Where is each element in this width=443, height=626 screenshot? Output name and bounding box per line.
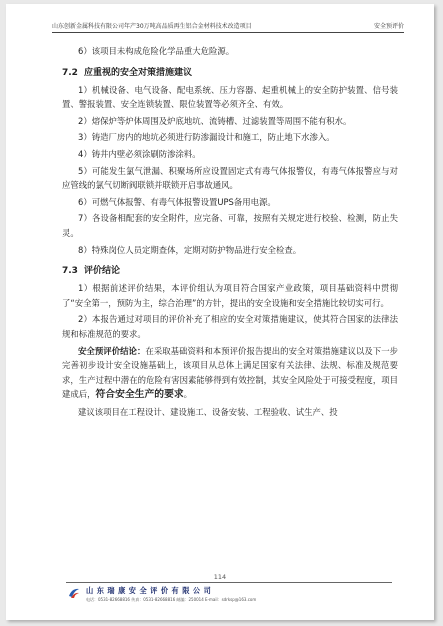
list-item: 2）熔保炉等炉体周围及炉底地坑、流铸槽、过滤装置等周围不能有积水。 — [78, 115, 352, 126]
header-report-type: 安全预评价 — [373, 23, 404, 30]
company-logo-icon — [68, 587, 80, 599]
section-heading-7-2 — [62, 66, 398, 80]
list-item: 6）可燃气体报警、有毒气体报警设置UPS备用电源。 — [78, 196, 276, 207]
conclusion-paragraph-3 — [62, 344, 398, 403]
conclusion-emphasis: 符合安全生产的要求 — [95, 389, 184, 401]
section-number: 7.2 — [62, 67, 78, 78]
paragraph-item-6: 6）该项目未构成危险化学品重大危险源。 — [78, 46, 235, 56]
footer-contact-info: 电话：0531-82668816 传真：0531-82668816 邮编：250014 E-mail：sdrksp@163.com — [86, 597, 257, 602]
conclusion-body: 在采取基础资料和本预评价报告提出的安全对策措施建议以及下一步完善初步设计安全设施基础上，该项目从总体上满足国家有关法律、法规、标准及规范要求，生产过程中潜在的危险有害因素能够得到有效控制，其安全风险处于可接受程度，项目建成后， — [62, 345, 399, 400]
section-heading-7-3 — [62, 264, 398, 278]
conclusion-paragraph-1: 1）根据前述评价结果，本评价组认为项目符合国家产业政策，项目基础资料中贯彻了“安全第一，预防为主，综合治理”的方针，提出的安全设施和安全措施比较切实可行。 — [62, 283, 398, 308]
page-number: 114 — [213, 573, 227, 581]
section-title: 评价结论 — [83, 266, 120, 277]
list-item: 4）铸井内壁必须涂刷防渗涂料。 — [78, 148, 201, 159]
footer-divider — [66, 582, 392, 583]
section-number: 7.3 — [62, 266, 78, 277]
conclusion-paragraph-4: 建议该项目在工程设计、建设施工、设备安装、工程验收、试生产、投 — [78, 406, 338, 417]
document-page — [6, 4, 434, 620]
section-title: 应重视的安全对策措施建议 — [83, 67, 192, 78]
list-item: 5）可能发生氯气泄漏、积聚场所应设置固定式有毒气体报警仪，有毒气体报警应与对应管线的氯气切断阀联锁并联锁开启事故通风。 — [62, 165, 398, 191]
list-item: 3）铸造厂房内的地坑必须进行防渗漏设计和施工，防止地下水渗入。 — [78, 132, 335, 143]
list-item: 8）特殊岗位人员定期查体，定期对防护物品进行安全检查。 — [78, 244, 302, 255]
conclusion-label: 安全预评价结论： — [78, 345, 146, 356]
document-body — [62, 44, 398, 421]
conclusion-paragraph-2: 2）本报告通过对项目的评价补充了相应的安全对策措施建议，使其符合国家的法律法规和标准规范的要求。 — [62, 314, 398, 339]
header-project-title: 山东创新金属科技有限公司年产30万吨高品质再生铝合金材料技术改造项目 — [52, 23, 252, 30]
running-header — [52, 18, 404, 33]
list-item: 7）各设备相配套的安全附件，应完备、可靠，按照有关规定进行校验、检测，防止失灵。 — [62, 213, 398, 238]
list-item: 1）机械设备、电气设备、配电系统、压力容器、起重机械上的安全防护装置、信号装置、警报装置、安全连锁装置、限位装置等必须齐全、有效。 — [62, 84, 398, 110]
footer-company-name: 山东瑞康安全评价有限公司 — [86, 586, 215, 595]
conclusion-end: 。 — [183, 389, 193, 400]
